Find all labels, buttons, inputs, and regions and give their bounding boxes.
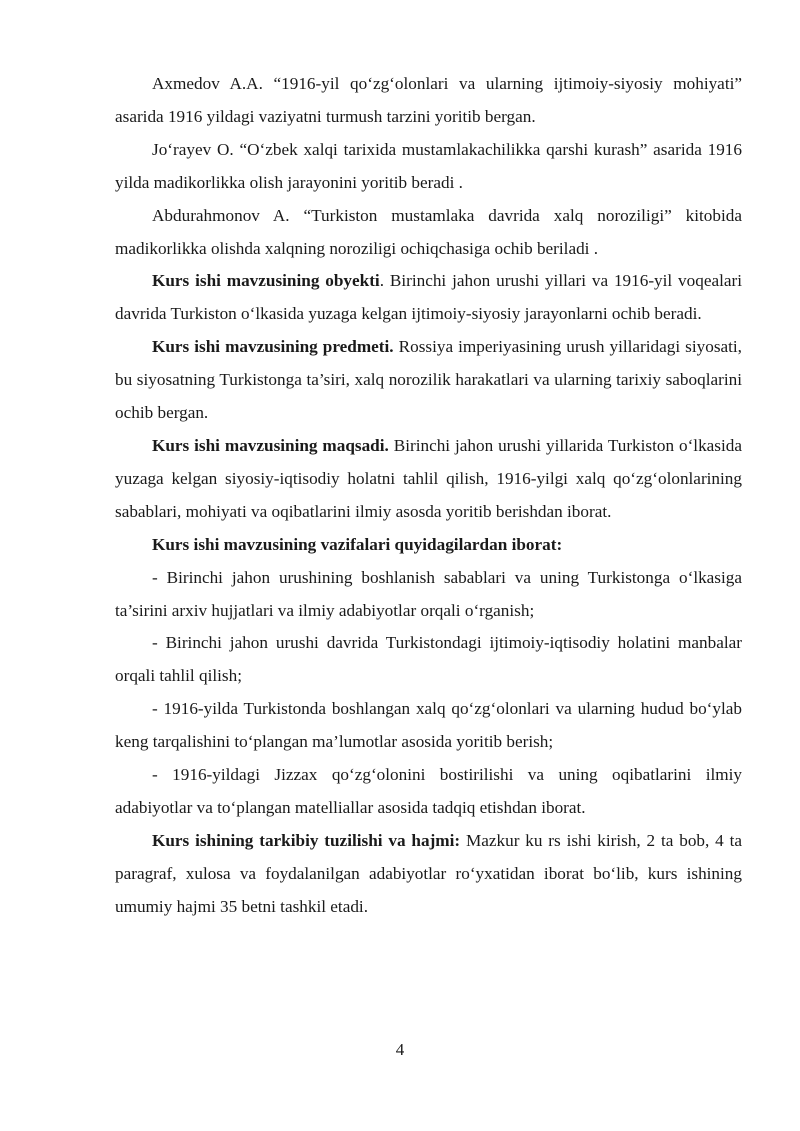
paragraph-lead: Kurs ishi mavzusining maqsadi. xyxy=(152,435,389,455)
paragraph-jorayev xyxy=(115,134,742,200)
task-item xyxy=(115,627,742,693)
task-text: - 1916-yilda Turkistonda boshlangan xalq qo‘zg‘olonlari va ularning hudud bo‘ylab keng tarqalishini to‘plangan ma’lumotlar asosida yoritib berish; xyxy=(115,699,742,752)
paragraph-text: . Birinchi jahon urushi yillari va 1916-yil voqealari davrida Turkiston o‘lkasida yuzaga kelgan ijtimoiy-siyosiy jarayonlarni ochib beradi. xyxy=(115,271,743,324)
task-item xyxy=(115,562,742,628)
task-item xyxy=(115,759,742,825)
task-text: - Birinchi jahon urushining boshlanish sabablari va uning Turkistonga o‘lkasiga ta’sirini arxiv hujjatlari va ilmiy adabiyotlar orqali o‘rganish; xyxy=(115,567,742,620)
paragraph-text: Abdurahmonov A. “Turkiston mustamlaka davrida xalq noroziligi” kitobida madikorlikka olishda xalqning noroziligi ochiqchasiga ochib beriladi . xyxy=(115,205,742,258)
paragraph-structure xyxy=(115,825,742,924)
document-page xyxy=(115,68,742,924)
task-text: - Birinchi jahon urushi davrida Turkistondagi ijtimoiy-iqtisodiy holatini manbalar orqali tahlil qilish; xyxy=(115,633,742,686)
paragraph-lead: Kurs ishi mavzusining predmeti. xyxy=(152,337,394,357)
paragraph-object xyxy=(115,265,742,331)
page-number: 4 xyxy=(395,1040,405,1059)
paragraph-lead: Kurs ishi mavzusining obyekti xyxy=(152,271,380,291)
paragraph-lead: Kurs ishining tarkibiy tuzilishi va hajmi: xyxy=(152,830,461,850)
paragraph-goal xyxy=(115,430,742,529)
paragraph-text: Rossiya imperiyasining urush yillaridagi siyosati, bu siyosatning Turkistonga ta’siri, xalq norozilik harakatlari va ularning tarixiy saboqlarini ochib bergan. xyxy=(115,337,742,423)
paragraph-axmedov xyxy=(115,68,742,134)
paragraph-subject xyxy=(115,331,742,430)
paragraph-text: Birinchi jahon urushi yillarida Turkiston o‘lkasida yuzaga kelgan siyosiy-iqtisodiy holatni tahlil qilish, 1916-yilgi xalq qo‘zg‘olonlarining sabablari, mohiyati va oqibatlarini ilmiy asosda yoritib berishdan iborat. xyxy=(115,435,742,521)
task-item xyxy=(115,693,742,759)
paragraph-abdurahmonov xyxy=(115,200,742,266)
paragraph-text: Mazkur ku rs ishi kirish, 2 ta bob, 4 ta paragraf, xulosa va foydalanilgan adabiyotlar ro‘yxatidan iborat bo‘lib, kurs ishining umumiy hajmi 35 betni tashkil etadi. xyxy=(115,830,742,916)
paragraph-text: Axmedov A.A. “1916-yil qo‘zg‘olonlari va ularning ijtimoiy-siyosiy mohiyati” asarida 1916 yildagi vaziyatni turmush tarzini yoritib bergan. xyxy=(115,74,742,126)
paragraph-text: Jo‘rayev O. “O‘zbek xalqi tarixida mustamlakachilikka qarshi kurash” asarida 1916 yilda madikorlikka olish jarayonini yoritib beradi . xyxy=(115,139,742,192)
tasks-heading: Kurs ishi mavzusining vazifalari quyidagilardan iborat: xyxy=(152,534,563,554)
task-text: - 1916-yildagi Jizzax qo‘zg‘olonini bostirilishi va uning oqibatlarini ilmiy adabiyotlar va to‘plangan matelliallar asosida tadqiq etishdan iborat. xyxy=(115,765,742,817)
